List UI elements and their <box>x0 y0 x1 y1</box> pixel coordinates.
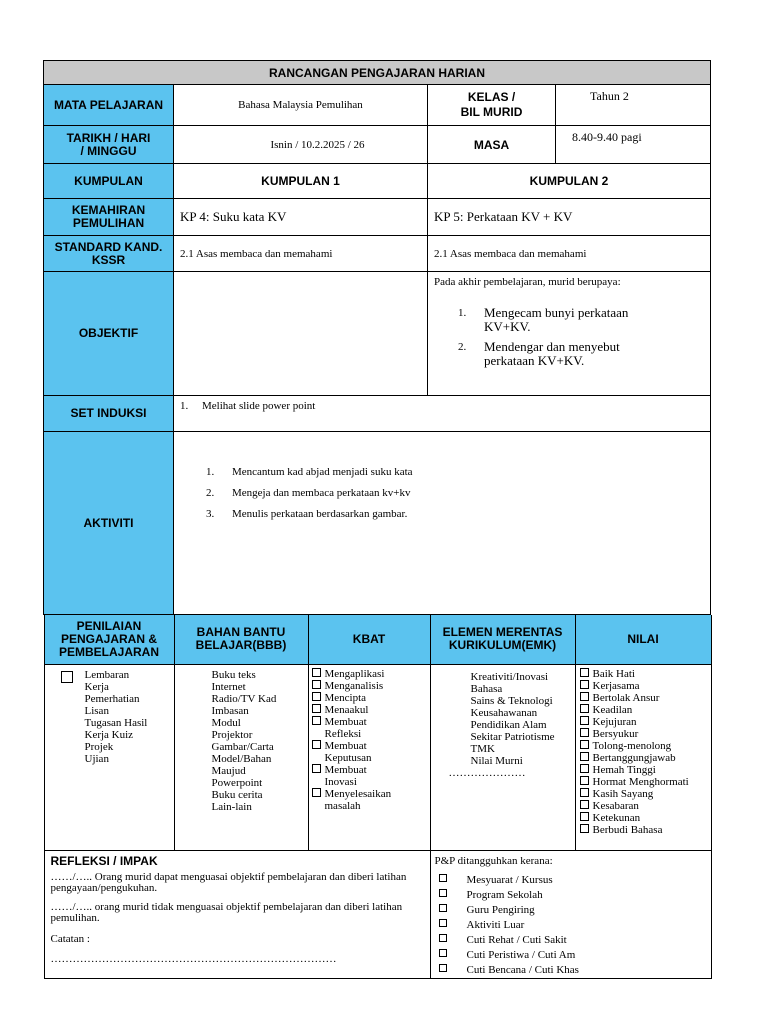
penilaian-checkbox[interactable] <box>61 671 73 683</box>
nilai-item[interactable]: Tolong-menolong <box>580 740 711 752</box>
list-item: 3. Menulis perkataan berdasarkan gambar. <box>206 508 408 520</box>
refleksi-line-1: ……/….. Orang murid dapat menguasai objektif pembelajaran dan diberi latihan pengayaan/pengukuhan. <box>50 870 407 894</box>
pp-item[interactable]: Aktiviti Luar <box>435 918 707 933</box>
kbat-item[interactable]: Menyelesaikan <box>312 788 430 800</box>
pp-item[interactable]: Cuti Peristiwa / Cuti Am <box>435 948 707 963</box>
list-item: 1. Mengecam bunyi perkataan KV+KV. <box>458 305 629 334</box>
refleksi-cell <box>44 850 430 978</box>
objektif-k1 <box>174 272 428 396</box>
masa-label: MASA <box>428 126 556 164</box>
pp-item[interactable]: Cuti Bencana / Cuti Khas <box>435 963 707 978</box>
kumpulan-label: KUMPULAN <box>44 164 174 199</box>
kbat-item[interactable]: Membuat <box>312 716 430 728</box>
nilai-header: NILAI <box>575 615 711 664</box>
pp-cell <box>430 850 711 978</box>
kbat-item[interactable]: Menganalisis <box>312 680 430 692</box>
standard-label: STANDARD KAND. KSSR <box>44 236 174 272</box>
objektif-k2 <box>428 272 711 396</box>
mata-pelajaran-label: MATA PELAJARAN <box>44 85 174 126</box>
list-item: 2. Mendengar dan menyebut perkataan KV+KV. <box>458 339 620 368</box>
standard-k2: 2.1 Asas membaca dan memahami <box>428 236 711 272</box>
nilai-item[interactable]: Keadilan <box>580 704 711 716</box>
lesson-plan-table <box>43 60 711 979</box>
kumpulan-2: KUMPULAN 2 <box>428 164 711 199</box>
nilai-item[interactable]: Kejujuran <box>580 716 711 728</box>
masa-value: 8.40-9.40 pagi <box>556 126 711 164</box>
kumpulan-1: KUMPULAN 1 <box>174 164 428 199</box>
bbb-cell: Buku teks Internet Radio/TV Kad Imbasan Modul Projektor Gambar/Carta Model/Bahan Maujud Powerpoint Buku cerita Lain-lain <box>174 664 308 850</box>
nilai-item[interactable]: Berbudi Bahasa <box>580 824 711 836</box>
nilai-item[interactable]: Bersyukur <box>580 728 711 740</box>
nilai-item[interactable]: Kesabaran <box>580 800 711 812</box>
pp-item[interactable]: Program Sekolah <box>435 888 707 903</box>
lesson-plan-form <box>43 60 710 979</box>
tarikh-label: TARIKH / HARI / MINGGU <box>44 126 174 164</box>
list-item: 1. Mencantum kad abjad menjadi suku kata <box>206 466 413 478</box>
form-title: RANCANGAN PENGAJARAN HARIAN <box>44 61 711 85</box>
kbat-item[interactable]: Mengaplikasi <box>312 668 430 680</box>
kelas-value: Tahun 2 <box>556 85 711 126</box>
nilai-item[interactable]: Kerjasama <box>580 680 711 692</box>
kemahiran-k2: KP 5: Perkataan KV + KV <box>428 199 711 236</box>
objektif-list <box>434 306 704 368</box>
penilaian-header: PENILAIAN PENGAJARAN & PEMBELAJARAN <box>44 615 174 664</box>
objektif-label: OBJEKTIF <box>44 272 174 396</box>
set-induksi-value: 1. Melihat slide power point <box>174 396 711 432</box>
refleksi-line-2: ……/….. orang murid tidak menguasai objektif pembelajaran dan diberi latihan pemulihan. <box>50 900 403 924</box>
catatan-label: Catatan : <box>50 932 90 945</box>
kbat-cell: Mengaplikasi Menganalisis Mencipta Menaakul Membuat Refleksi Membuat Keputusan Membuat Inovasi Menyelesaikan masalah <box>308 664 430 850</box>
nilai-item[interactable]: Hemah Tinggi <box>580 764 711 776</box>
aktiviti-value <box>174 432 711 615</box>
pp-intro: P&P ditangguhkan kerana: <box>434 854 553 867</box>
tarikh-value: Isnin / 10.2.2025 / 26 <box>174 126 428 164</box>
emk-cell: Kreativiti/Inovasi Bahasa Sains & Teknologi Keusahawanan Pendidikan Alam Sekitar Patriotisme TMK Nilai Murni ………………… <box>430 664 575 850</box>
bottom-table <box>44 615 712 979</box>
nilai-cell <box>575 664 711 850</box>
nilai-item[interactable]: Baik Hati <box>580 668 711 680</box>
nilai-item[interactable]: Bertolak Ansur <box>580 692 711 704</box>
nilai-item[interactable]: Bertanggungjawab <box>580 752 711 764</box>
list-item: 2. Mengeja dan membaca perkataan kv+kv <box>206 487 411 499</box>
emk-header: ELEMEN MERENTAS KURIKULUM(EMK) <box>430 615 575 664</box>
catatan-dots: …………………………………………………………………… <box>50 952 337 965</box>
aktiviti-list <box>180 466 704 520</box>
refleksi-label: REFLEKSI / IMPAK <box>50 853 158 868</box>
pp-item[interactable]: Mesyuarat / Kursus <box>435 873 707 888</box>
nilai-item[interactable]: Ketekunan <box>580 812 711 824</box>
kbat-item[interactable]: Mencipta <box>312 692 430 704</box>
kemahiran-label: KEMAHIRAN PEMULIHAN <box>44 199 174 236</box>
kbat-item[interactable]: Membuat <box>312 740 430 752</box>
aktiviti-label: AKTIVITI <box>44 432 174 615</box>
penilaian-cell: Lembaran Kerja Pemerhatian Lisan Tugasan Hasil Kerja Kuiz Projek Ujian <box>44 664 174 850</box>
objektif-intro: Pada akhir pembelajaran, murid berupaya: <box>434 276 621 288</box>
nilai-item[interactable]: Hormat Menghormati <box>580 776 711 788</box>
kbat-item[interactable]: Menaakul <box>312 704 430 716</box>
bottom-section <box>44 615 711 979</box>
pp-item[interactable]: Guru Pengiring <box>435 903 707 918</box>
kbat-header: KBAT <box>308 615 430 664</box>
pp-item[interactable]: Cuti Rehat / Cuti Sakit <box>435 933 707 948</box>
kelas-label: KELAS / BIL MURID <box>428 85 556 126</box>
mata-pelajaran-value: Bahasa Malaysia Pemulihan <box>174 85 428 126</box>
kemahiran-k1: KP 4: Suku kata KV <box>174 199 428 236</box>
set-induksi-label: SET INDUKSI <box>44 396 174 432</box>
standard-k1: 2.1 Asas membaca dan memahami <box>174 236 428 272</box>
kbat-item[interactable]: Membuat <box>312 764 430 776</box>
nilai-item[interactable]: Kasih Sayang <box>580 788 711 800</box>
bbb-header: BAHAN BANTU BELAJAR(BBB) <box>174 615 308 664</box>
